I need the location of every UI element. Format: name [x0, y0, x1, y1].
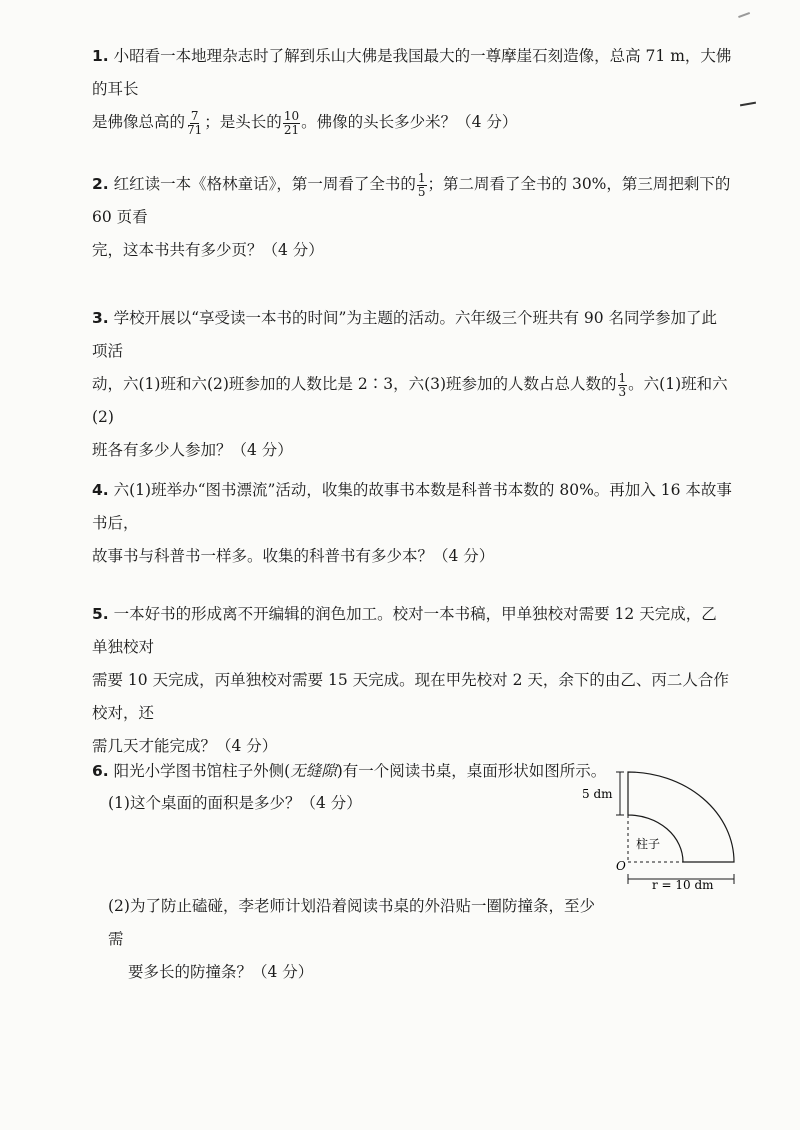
question-4-line-2: [92, 540, 732, 573]
question-text: 故事书与科普书一样多。收集的科普书有多少本？（4 分）: [92, 547, 495, 565]
question-text: 需几天才能完成？（4 分）: [92, 737, 278, 755]
question-text: 。六(1)班和六(2): [92, 375, 728, 426]
question-6-part-1: [108, 787, 608, 820]
question-2-line-2: [92, 234, 732, 267]
question-text: 一本好书的形成离不开编辑的润色加工。校对一本书稿，甲单独校对需要 12 天完成，乙单独校对: [92, 605, 717, 656]
question-text: 要多长的防撞条？（4 分）: [128, 963, 314, 981]
question-6-part-2: [108, 890, 608, 989]
question-number: 4.: [92, 481, 109, 499]
fraction-denominator: 71: [187, 122, 203, 137]
question-6-part-2-line-1: [108, 890, 608, 956]
fraction: [283, 110, 300, 137]
question-text: 是佛像总高的: [92, 113, 186, 131]
question-text: 完，这本书共有多少页？（4 分）: [92, 241, 324, 259]
question-text: ；是头长的: [204, 113, 282, 131]
fraction-denominator: 5: [417, 184, 426, 199]
question-5: [92, 598, 732, 763]
question-text: 需要 10 天完成，丙单独校对需要 15 天完成。现在甲先校对 2 天，余下的由乙、丙二人合作校对，还: [92, 671, 729, 722]
question-6-part-2-line-2: [108, 956, 608, 989]
fraction: [186, 110, 203, 137]
question-text: 动，六(1)班和六(2)班参加的人数比是 2∶3，六(3)班参加的人数占总人数的: [92, 375, 617, 393]
question-3-line-3: [92, 434, 732, 467]
question-1-line-2: [92, 106, 732, 139]
question-number: 5.: [92, 605, 109, 623]
fraction-numerator: 7: [190, 108, 199, 123]
question-text: 六(1)班举办“图书漂流”活动，收集的故事书本数是科普书本数的 80%。再加入 16 本故事书后，: [92, 481, 732, 532]
question-text: 学校开展以“享受读一本书的时间”为主题的活动。六年级三个班共有 90 名同学参加了此项活: [92, 309, 718, 360]
question-text: 红红读一本《格林童话》，第一周看了全书的: [113, 175, 416, 193]
origin-label: O: [616, 859, 626, 873]
scan-mark-right: [740, 102, 756, 107]
radius-label: r = 10 dm: [652, 878, 714, 892]
desk-diagram: [582, 762, 750, 892]
question-text: 班各有多少人参加？（4 分）: [92, 441, 293, 459]
height-label: 5 dm: [582, 787, 613, 801]
question-2-line-1: [92, 168, 732, 234]
question-3-line-2: [92, 368, 732, 434]
question-text: ；第二周看了全书的 30%，第三周把剩下的 60 页看: [92, 175, 731, 226]
question-number: 6.: [92, 762, 109, 780]
question-5-line-1: [92, 598, 732, 664]
fraction-denominator: 21: [283, 122, 300, 137]
fraction-denominator: 3: [618, 384, 627, 399]
question-4: [92, 474, 732, 573]
fraction-numerator: 10: [283, 108, 300, 123]
question-number: 1.: [92, 47, 109, 65]
question-3: [92, 302, 732, 467]
question-4-line-1: [92, 474, 732, 540]
question-number: 2.: [92, 175, 109, 193]
question-2: [92, 168, 732, 267]
question-text: (2)为了防止磕碰，李老师计划沿着阅读书桌的外沿贴一圈防撞条，至少需: [108, 897, 595, 948]
question-6-line-1: [92, 755, 612, 788]
question-text: 。佛像的头长多少米？（4 分）: [301, 113, 518, 131]
pillar-label: 柱子: [636, 837, 661, 851]
fraction-numerator: 1: [618, 370, 627, 385]
question-5-line-2: [92, 664, 732, 730]
question-1-line-1: [92, 40, 732, 106]
fraction: [417, 172, 427, 199]
question-text: )有一个阅读书桌，桌面形状如图所示。: [336, 762, 607, 780]
question-text: 小昭看一本地理杂志时了解到乐山大佛是我国最大的一尊摩崖石刻造像，总高 71 m，大佛的耳长: [92, 47, 732, 98]
question-text: (1)这个桌面的面积是多少？（4 分）: [108, 794, 362, 812]
question-number: 3.: [92, 309, 109, 327]
desk-shape-figure: [582, 762, 750, 892]
question-text-italic: 无缝隙: [290, 762, 337, 780]
scan-mark-top: [738, 12, 750, 18]
fraction-numerator: 1: [417, 170, 426, 185]
question-1: [92, 40, 732, 139]
question-6: [92, 755, 612, 788]
question-text: 阳光小学图书馆柱子外侧(: [113, 762, 291, 780]
question-3-line-1: [92, 302, 732, 368]
fraction: [618, 372, 628, 399]
